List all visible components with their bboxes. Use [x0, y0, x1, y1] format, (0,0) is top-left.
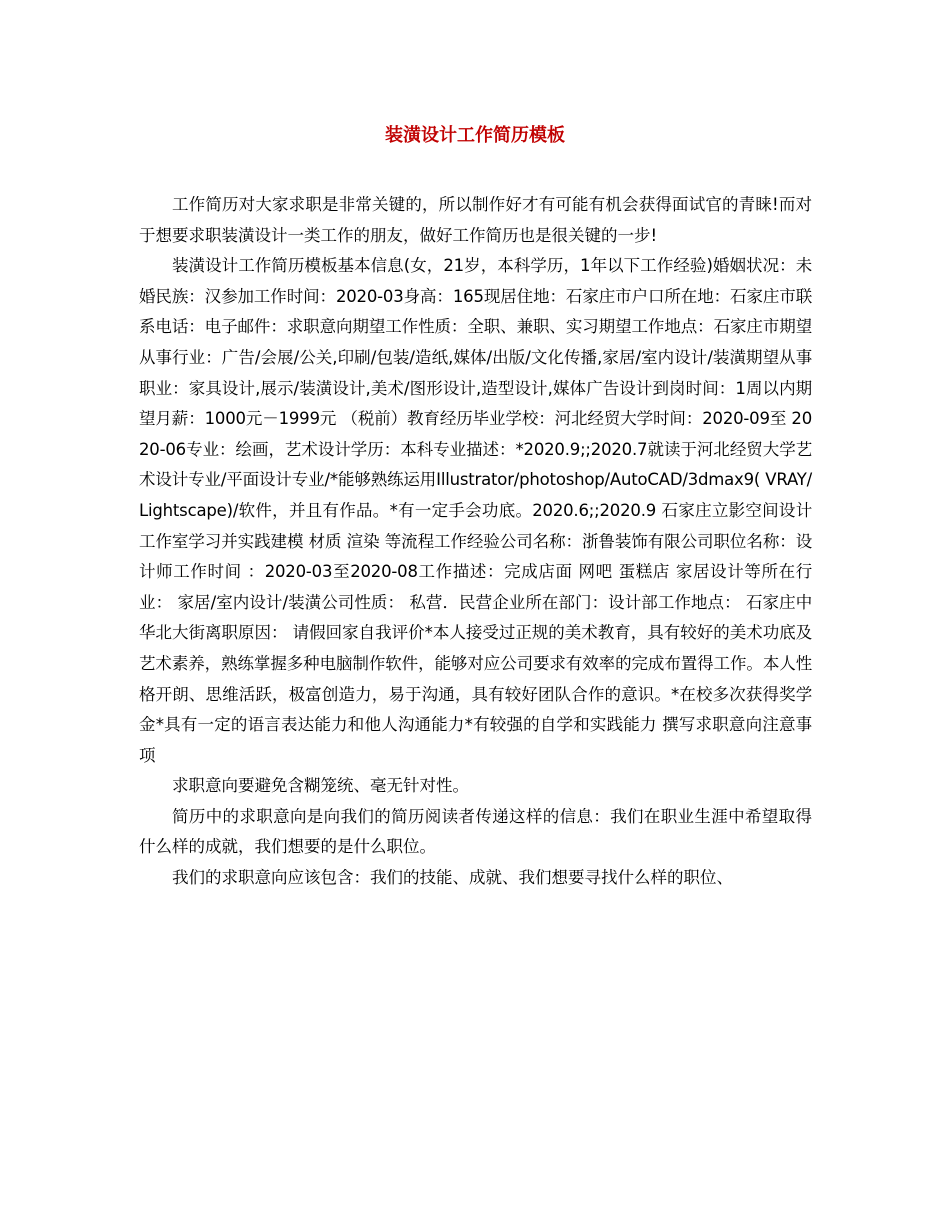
paragraph-intent-contents: 我们的求职意向应该包含：我们的技能、成就、我们想要寻找什么样的职位、: [172, 868, 733, 888]
paragraph-intro: 工作简历对大家求职是非常关键的，所以制作好才有可能有机会获得面试官的青睐!而对于想要求职装潢设计一类工作的朋友，做好工作简历也是很关键的一步!: [139, 195, 812, 245]
paragraph-avoid-vague: 求职意向要避免含糊笼统、毫无针对性。: [172, 776, 469, 796]
document-title: 装潢设计工作简历模板: [385, 125, 565, 146]
paragraph-career-goal: 简历中的求职意向是向我们的简历阅读者传递这样的信息：我们在职业生涯中希望取得什么样的成就，我们想要的是什么职位。: [139, 806, 812, 857]
paragraph-resume-template: 装潢设计工作简历模板基本信息(女，21岁，本科学历，1年以下工作经验)婚姻状况：未婚民族：汉参加工作时间：2020-03身高：165现居住地：石家庄市户口所在地：石家庄市联系电话：电子邮件：求职意向期望工作性质：全职、兼职、实习期望工作地点：石家庄市期望从事行业：广告/会展/公关,印刷/包装/造纸,媒体/出版/文化传播,家居/室内设计/装潢期望从事职业：家具设计,展示/装潢设计,美术/图形设计,造型设计,媒体广告设计到岗时间：1周以内期望月薪：1000元－1999元 （税前）教育经历毕业学校：河北经贸大学时间：2020-09至 2020-06专业：绘画，艺术设计学历：本科专业描述：*2020.9;;2020.7就读于河北经贸大学艺术设计专业/平面设计专业/*能够熟练运用Illustrator/photoshop/AutoCAD/3dmax9( VRAY/Lightscape)/软件，并且有作品。*有一定手会功底。2020.6;;2020.9 石家庄立影空间设计工作室学习并实践建模 材质 渲染 等流程工作经验公司名称：浙鲁装饰有限公司职位名称：设计师工作时间 ：2020-03至2020-08工作描述：完成店面 网吧 蛋糕店 家居设计等所在行业： 家居/室内设计/装潢公司性质： 私营．民营企业所在部门：设计部工作地点： 石家庄中华北大街离职原因： 请假回家自我评价*本人接受过正规的美术教育，具有较好的美术功底及艺术素养，熟练掌握多种电脑制作软件，能够对应公司要求有效率的完成布置得工作。本人性格开朗、思维活跃，极富创造力，易于沟通，具有较好团队合作的意识。*在校多次获得奖学金*具有一定的语言表达能力和他人沟通能力*有较强的自学和实践能力 撰写求职意向注意事项: [139, 256, 812, 765]
document-body: [139, 190, 812, 894]
